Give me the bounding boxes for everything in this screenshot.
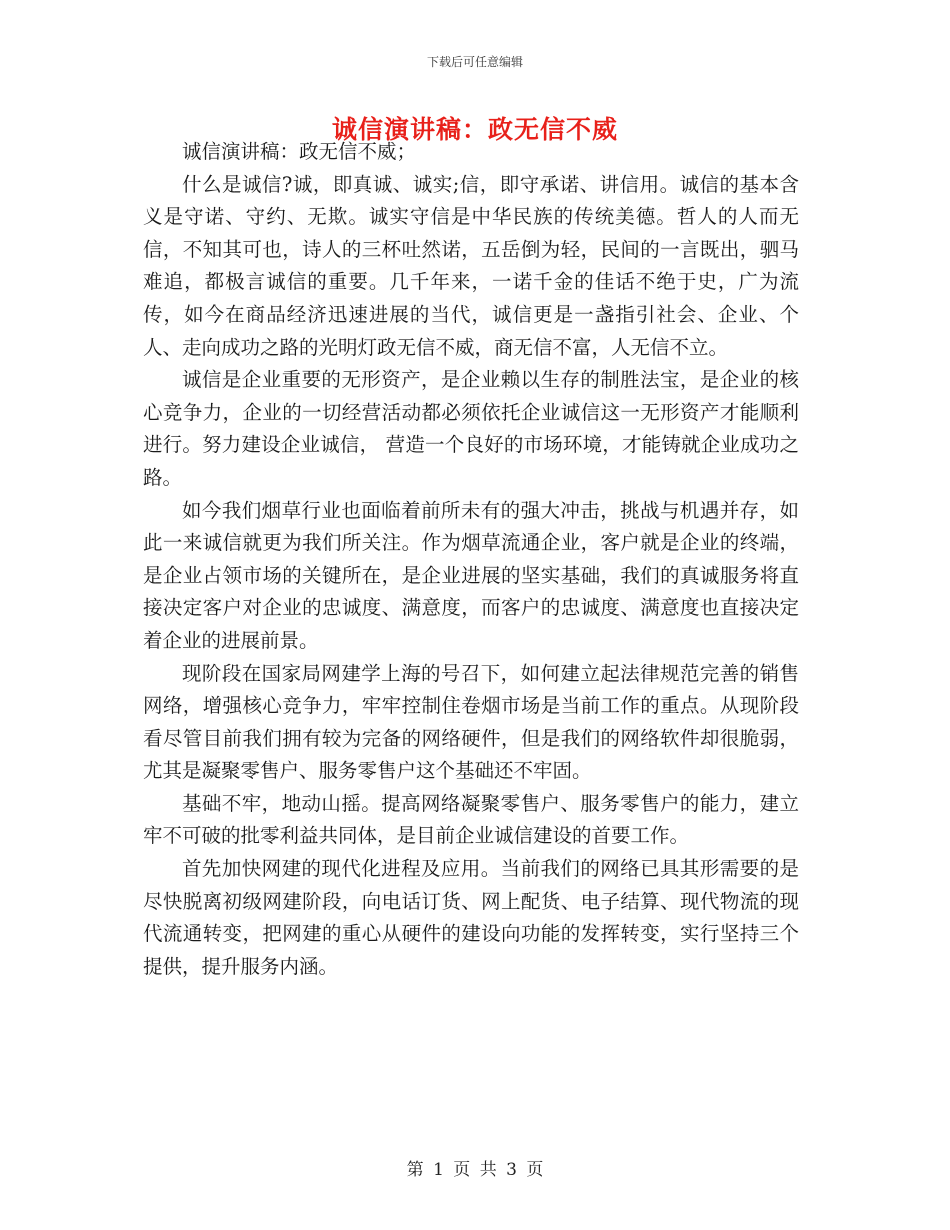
paragraph: 什么是诚信?诚，即真诚、诚实;信，即守承诺、讲信用。诚信的基本含义是守诺、守约、无欺。诚实守信是中华民族的传统美德。哲人的人而无信，不知其可也，诗人的三杯吐然诺，五岳倒为轻，民间的一言既出，驷马难追，都极言诚信的重要。几千年来，一诺千金的佳话不绝于史，广为流传，如今在商品经济迅速进展的当代，诚信更是一盏指引社会、企业、个人、走向成功之路的光明灯政无信不威，商无信不富，人无信不立。 [143,172,799,359]
page-number: 第 1 页 共 3 页 [406,1160,544,1180]
paragraph: 如今我们烟草行业也面临着前所未有的强大冲击，挑战与机遇并存，如此一来诚信就更为我们所关注。作为烟草流通企业，客户就是企业的终端，是企业占领市场的关键所在，是企业进展的坚实基础，我们的真诚服务将直接决定客户对企业的忠诚度、满意度，而客户的忠诚度、满意度也直接决定着企业的进展前景。 [143,498,799,652]
document-body [143,136,799,983]
paragraph: 首先加快网建的现代化进程及应用。当前我们的网络已具其形需要的是尽快脱离初级网建阶段，向电话订货、网上配货、电子结算、现代物流的现代流通转变，把网建的重心从硬件的建设向功能的发挥转变，实行坚持三个提供，提升服务内涵。 [143,857,799,978]
paragraph: 诚信是企业重要的无形资产，是企业赖以生存的制胜法宝，是企业的核心竞争力，企业的一切经营活动都必须依托企业诚信这一无形资产才能顺利进行。努力建设企业诚信， 营造一个良好的市场环境，才能铸就企业成功之路。 [143,368,799,489]
paragraph: 现阶段在国家局网建学上海的号召下，如何建立起法律规范完善的销售网络，增强核心竞争力，牢牢控制住卷烟市场是当前工作的重点。从现阶段看尽管目前我们拥有较为完备的网络硬件，但是我们的网络软件却很脆弱，尤其是凝聚零售户、服务零售户这个基础还不牢固。 [143,661,799,783]
header-note: 下载后可任意编辑 [426,55,523,69]
document-title: 诚信演讲稿：政无信不威 [331,115,618,144]
paragraph: 基础不牢，地动山摇。提高网络凝聚零售户、服务零售户的能力，建立牢不可破的批零利益共同体，是目前企业诚信建设的首要工作。 [143,791,799,848]
paragraph: 诚信演讲稿：政无信不威； [182,140,417,163]
